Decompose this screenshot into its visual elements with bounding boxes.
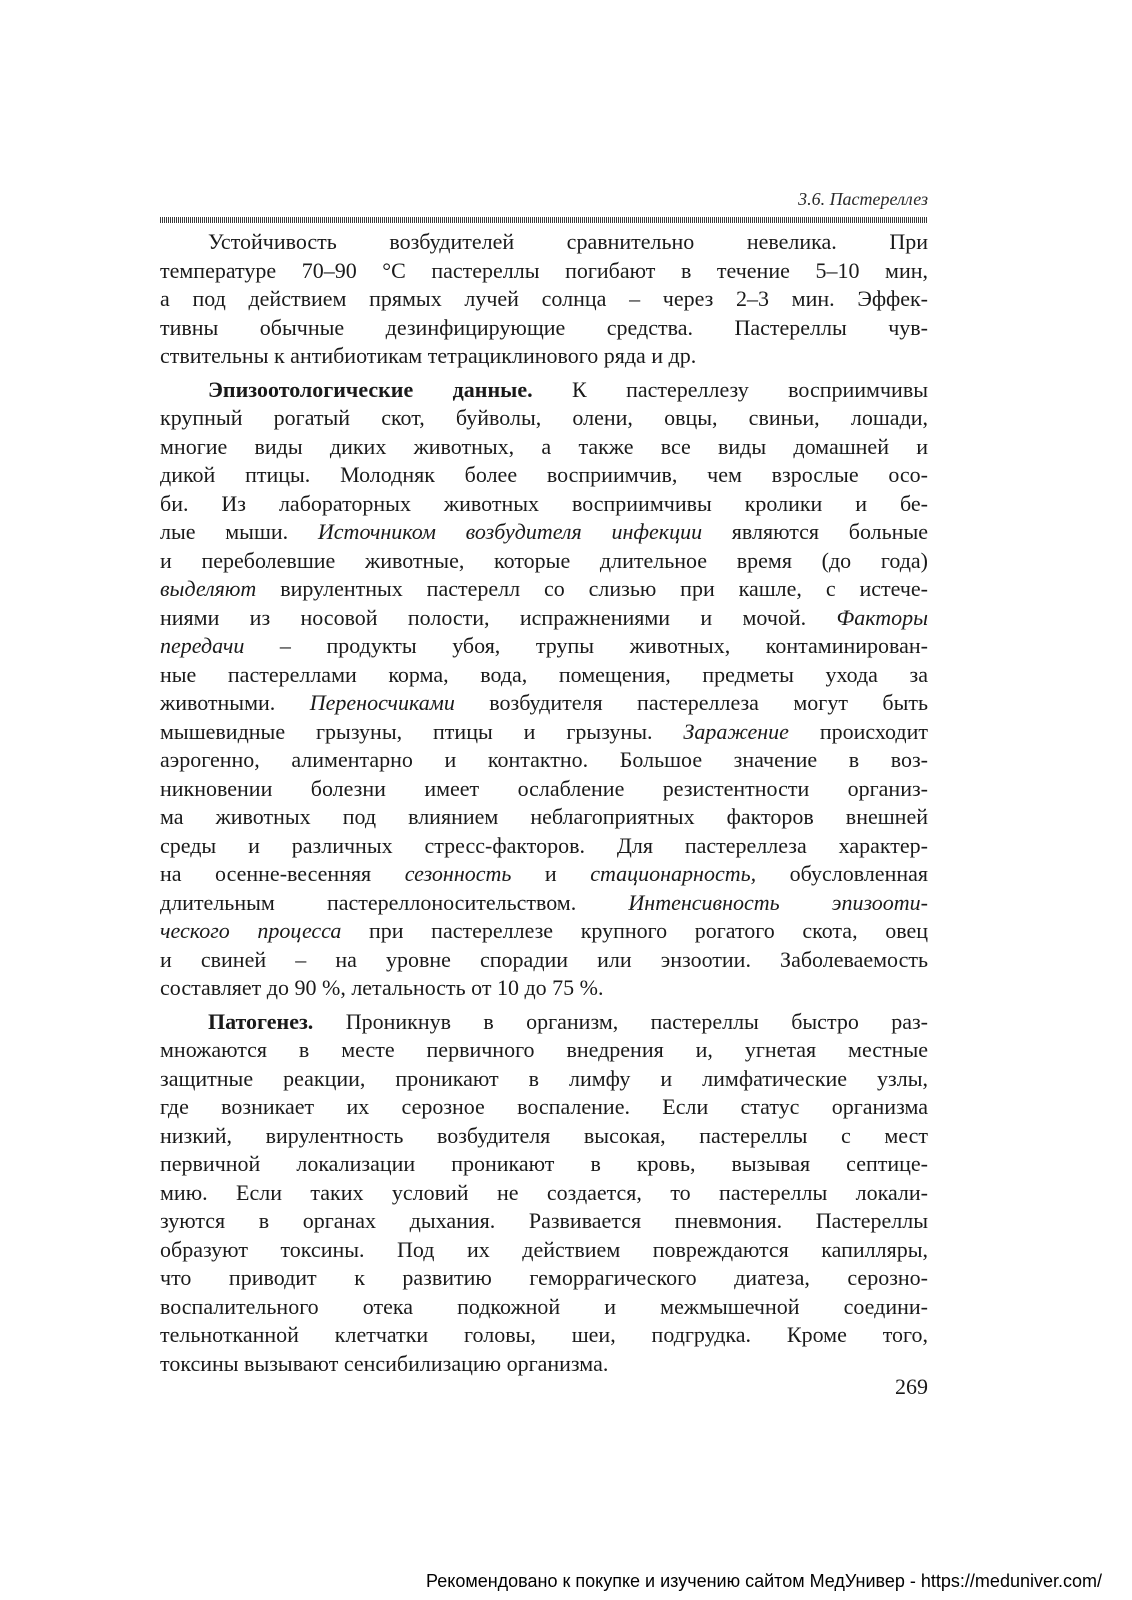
section-heading: Эпизоотологические данные. [208,376,533,402]
italic-term: ческого процесса [160,918,342,943]
text-line: мию. Если таких условий не создается, то пастереллы локали- [160,1179,928,1205]
italic-term: Факторы [836,604,928,630]
italic-term: сезонность [404,861,512,886]
italic-term: выделяют [160,576,257,601]
page-number: 269 [895,1374,928,1399]
text-line: би. Из лабораторных животных восприимчивы кролики и бе- [160,490,928,516]
text-line: воспалительного отека подкожной и межмышечной соедини- [160,1293,928,1319]
text-line: что приводит к развитию геморрагического диатеза, серозно- [160,1265,928,1290]
text-line: тивны обычные дезинфицирующие средства. Пастереллы чув- [160,314,928,340]
text-line: Устойчивость возбудителей сравнительно невелика. При [208,229,928,254]
text-line: а под действием прямых лучей солнца – через 2–3 мин. Эффек- [160,286,928,311]
text-line: никновении болезни имеет ослабление резистентности организ- [160,775,928,801]
footer-recommendation: Рекомендовано к покупке и изучению сайтом МедУнивер - https://meduniver.com/ [426,1571,1102,1591]
text-line: ма животных под влиянием неблагоприятных факторов внешней [160,804,928,829]
italic-term: Переносчиками [309,690,455,715]
text-line: ниями из носовой полости, испражнениями и мочой. Факторы [160,604,928,630]
italic-term: Источником возбудителя инфекции [317,519,703,544]
text-line: множаются в месте первичного внедрения и, угнетая местные [160,1037,928,1062]
text-line: образуют токсины. Под их действием повреждаются капилляры, [160,1236,928,1262]
text-line: ствительны к антибиотикам тетрациклинового ряда и др. [160,343,697,368]
text-line: тельнотканной клетчатки головы, шеи, подгрудка. Кроме того, [160,1322,928,1347]
text-line: лые мыши. Источником возбудителя инфекции являются больные [160,519,928,544]
text-line: на осенне-весенняя сезонность и стационарность, обусловленная [160,861,928,886]
paragraph-pathogenesis [160,1008,928,1379]
text-line: крупный рогатый скот, буйволы, олени, овцы, свиньи, лошади, [160,405,928,430]
text-line: составляет до 90 %, летальность от 10 до 75 %. [160,975,604,1000]
text-line: ные пастереллами корма, вода, помещения, предметы ухода за [160,661,928,687]
text-line: животными. Переносчиками возбудителя пастереллеза могут быть [160,690,928,715]
body-text [160,228,928,1383]
text-line: аэрогенно, алиментарно и контактно. Большое значение в воз- [160,747,928,772]
text-line: где возникает их серозное воспаление. Если статус организма [160,1094,928,1119]
text-line: длительным пастереллоносительством. Интенсивность эпизооти- [160,889,929,915]
section-heading: Патогенез. [208,1008,314,1034]
text-line: температуре 70–90 °С пастереллы погибают в течение 5–10 мин, [160,257,928,283]
text-line: и свиней – на уровне спорадии или энзоотии. Заболеваемость [160,946,928,972]
text-line: передачи – продукты убоя, трупы животных, контаминирован- [160,633,928,658]
text-line: низкий, вирулентность возбудителя высокая, пастереллы с мест [160,1122,928,1148]
paragraph-resistance [160,228,928,371]
text-line: зуются в органах дыхания. Развивается пневмония. Пастереллы [160,1208,928,1233]
text-line: среды и различных стресс-факторов. Для пастереллеза характер- [160,832,928,858]
text-line: ческого процесса при пастереллезе крупного рогатого скота, овец [160,918,928,943]
italic-term: стационарность, [590,861,757,886]
text-line: Эпизоотологические данные. К пастереллезу восприимчивы [208,376,928,402]
text-line: мышевидные грызуны, птицы и грызуны. Заражение происходит [160,718,929,744]
italic-term: передачи [160,633,245,658]
italic-term: Заражение [683,718,789,744]
text-line: токсины вызывают сенсибилизацию организма. [160,1350,609,1376]
text-line: Патогенез. Проникнув в организм, пастереллы быстро раз- [208,1008,928,1034]
text-line: многие виды диких животных, а также все виды домашней и [160,433,928,459]
text-line: и переболевшие животные, которые длительное время (до года) [160,547,928,573]
text-line: дикой птицы. Молодняк более восприимчив, чем взрослые осо- [160,462,928,487]
text-line: первичной локализации проникают в кровь, вызывая септице- [160,1151,928,1176]
header-rule [160,217,928,223]
running-head: 3.6. Пастереллез [798,189,928,209]
paragraph-epizootology [160,376,928,1003]
italic-term: Интенсивность эпизооти- [628,889,929,915]
text-line: защитные реакции, проникают в лимфу и лимфатические узлы, [160,1065,928,1091]
text-line: выделяют вирулентных пастерелл со слизью при кашле, с истече- [160,576,928,601]
